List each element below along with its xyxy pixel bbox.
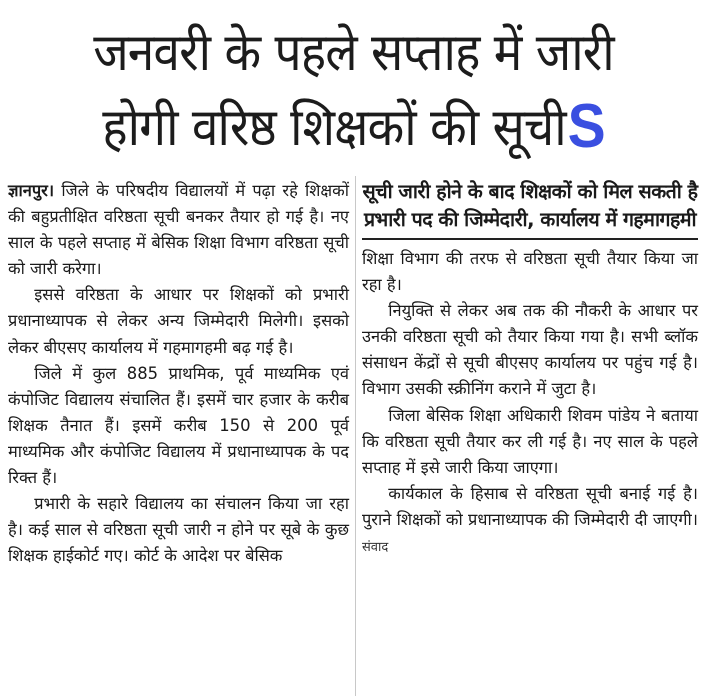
right-paragraph-3: जिला बेसिक शिक्षा अधिकारी शिवम पांडेय ने बताया कि वरिष्ठता सूची तैयार कर ली गई है। नए साल के पहले सप्ताह में इसे जारी किया जाएगा।: [362, 405, 698, 477]
publisher-badge: S: [567, 92, 605, 161]
headline-line-1: जनवरी के पहले सप्ताह में जारी: [93, 23, 614, 83]
dateline: ज्ञानपुर।: [8, 181, 55, 200]
headline-line-2: [28, 90, 678, 165]
signature: संवाद: [362, 540, 389, 556]
headline: [0, 16, 707, 165]
right-paragraph-4: [362, 481, 698, 561]
left-paragraph-2: इससे वरिष्ठता के आधार पर शिक्षकों को प्रभारी प्रधानाध्यापक से लेकर अन्य जिम्मेदारी मिलेगी। इसको लेकर बीएसए कार्यालय में गहमागहमी बढ़ गई है।: [8, 285, 349, 357]
right-paragraph-4-text: कार्यकाल के हिसाब से वरिष्ठता सूची बनाई गई है। पुराने शिक्षकों को प्रधानाध्यापक की जिम्मेदारी दी जाएगी।: [362, 483, 698, 529]
left-paragraph-1: [8, 178, 349, 282]
headline-line-2-text: होगी वरिष्ठ शिक्षकों की सूची: [102, 98, 566, 158]
right-column: [362, 178, 698, 561]
left-column: [8, 178, 349, 569]
left-paragraph-1-text: जिले के परिषदीय विद्यालयों में पढ़ा रहे शिक्षकों की बहुप्रतीक्षित वरिष्ठता सूची बनकर तैयार हो गई है। नए साल के पहले सप्ताह में बेसिक शिक्षा विभाग वरिष्ठता सूची को जारी करेगा।: [8, 181, 349, 279]
column-divider: [355, 176, 356, 696]
subheadline: सूची जारी होने के बाद शिक्षकों को मिल सकती है प्रभारी पद की जिम्मेदारी, कार्यालय में गहमागहमी: [362, 178, 698, 240]
right-paragraph-1: शिक्षा विभाग की तरफ से वरिष्ठता सूची तैयार किया जा रहा है।: [362, 249, 698, 295]
left-paragraph-4: प्रभारी के सहारे विद्यालय का संचालन किया जा रहा है। कई साल से वरिष्ठता सूची जारी न होने पर सूबे के कुछ शिक्षक हाईकोर्ट गए। कोर्ट के आदेश पर बेसिक: [8, 494, 349, 566]
right-paragraph-2: नियुक्ति से लेकर अब तक की नौकरी के आधार पर उनकी वरिष्ठता सूची को तैयार किया गया है। सभी ब्लॉक संसाधन केंद्रों से सूची बीएसए कार्यालय पर पहुंच गई है। विभाग उसकी स्क्रीनिंग कराने में जुटा है।: [362, 301, 698, 399]
left-paragraph-3: जिले में कुल 885 प्राथमिक, पूर्व माध्यमिक एवं कंपोजिट विद्यालय संचालित हैं। इसमें चार हजार के करीब शिक्षक तैनात हैं। इसमें करीब 150 से 200 पूर्व माध्यमिक और कंपोजिट विद्यालय में प्रधानाध्यापक के पद रिक्त हैं।: [8, 363, 349, 488]
